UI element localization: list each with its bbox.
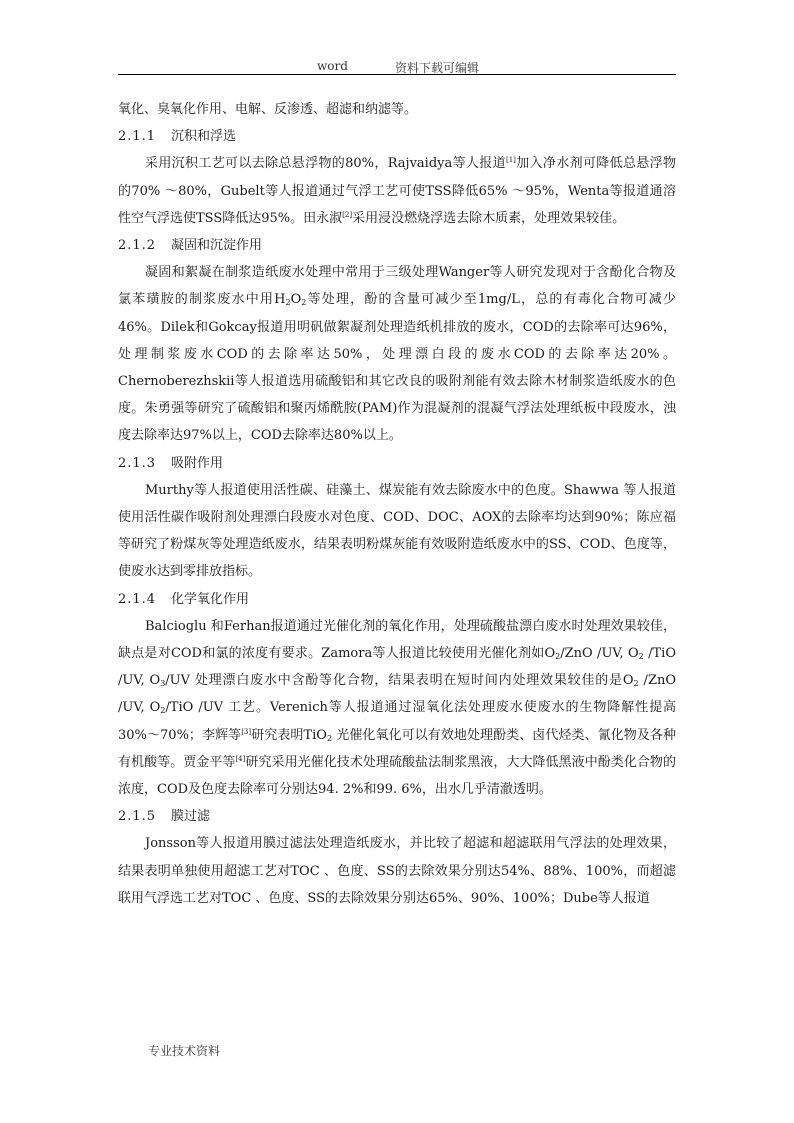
- section-heading-2-1-4: [118, 586, 676, 613]
- paragraph-sedimentation: [118, 150, 676, 232]
- paragraph-adsorption: Murthy等人报道使用活性碳、硅藻土、煤炭能有效去除废水中的色度。Shawwa 等人报道使用活性碳作吸附剂处理漂白段废水对色度、COD、DOC、AOX的去除率均达到90%；陈应福等研究了粉煤灰等处理造纸废水，结果表明粉煤灰能有效吸附造纸废水中的SS、COD、色度等，使废水达到零排放指标。: [118, 482, 676, 580]
- intro-line: 氧化、臭氧化作用、电解、反渗透、超滤和纳滤等。: [118, 102, 418, 117]
- text-run: /ZnO /UV, O: [118, 673, 677, 716]
- section-title: 膜过滤: [171, 809, 211, 825]
- text-run: /ZnO /UV, O: [560, 646, 639, 662]
- text-run: 研究表明TiO: [251, 727, 327, 743]
- citation: [2]: [342, 210, 353, 219]
- subscript: 3: [160, 679, 166, 689]
- subscript: 2: [160, 706, 166, 716]
- section-title: 凝固和沉淀作用: [171, 238, 263, 254]
- subscript: 2: [326, 733, 333, 743]
- citation: [1]: [505, 156, 516, 165]
- paragraph-membrane: Jonsson等人报道用膜过滤法处理造纸废水，并比较了超滤和超滤联用气浮法的处理效果，结果表明单独使用超滤工艺对TOC 、色度、SS的去除效果分别达54%、88%、100%，而超滤联用气浮选工艺对TOC 、色度、SS的去除效果分别达65%、90%、100%；Dube等人报道: [118, 836, 676, 906]
- section-heading-2-1-1: [118, 123, 676, 150]
- text-run: 采用沉积工艺可以去除总悬浮物的80%，Rajvaidya等人报道: [145, 156, 506, 172]
- subscript: 2: [555, 652, 561, 662]
- text-run: 凝固和絮凝在制浆造纸废水处理中常用于三级处理Wanger等人研究发现对于含酚化合物及氯苯璜胺的制浆废水中用H: [118, 265, 676, 308]
- section-number: 2.1.2: [118, 238, 157, 254]
- header-left-text: word: [317, 59, 348, 73]
- section-number: 2.1.5: [118, 809, 157, 825]
- header-divider: [118, 74, 676, 75]
- text-run: 研究采用光催化技术处理硫酸盐法制浆黑液，大大降低黑液中酚类化合物的浓度，COD及色度去除率可分别达94. 2%和99. 6%，出水几乎清澈透明。: [118, 754, 676, 798]
- section-title: 沉积和浮选: [171, 129, 237, 145]
- text-run: 加入净水剂可降低总悬浮物的70% ～80%，Gubelt等人报道通过气浮工艺可使TSS降低65% ～95%，Wenta等报道通溶性空气浮选使TSS降低达95%。田永淑: [118, 156, 676, 226]
- section-number: 2.1.1: [118, 129, 157, 145]
- section-number: 2.1.3: [118, 455, 157, 471]
- section-title: 吸附作用: [171, 455, 224, 471]
- text-run: 等处理，酚的含量可减少至1mg/L，总的有毒化合物可减少46%。Dilek和Gokcay报道用明矾做絮凝剂处理造纸机排放的废水，COD的去除率可达96%，处理制浆废水COD的去除率达50%，处理漂白段的废水COD的去除率达20%。Chernoberezhskii等人报道选用硫酸铝和其它改良的吸附剂能有效去除木材制浆造纸废水的色度。朱勇强等研究了硫酸铝和聚丙烯酰胺(PAM)作为混凝剂的混凝气浮法处理纸板中段废水，浊度去除率达97%以上，COD去除率达80%以上。: [118, 292, 676, 444]
- text-run: /UV 处理漂白废水中含酚等化合物，结果表明在短时间内处理效果较佳的是O: [165, 673, 634, 689]
- text-run: /TiO /UV 工艺。Verenich等人报道通过湿氧化法处理废水使废水的生物降解性提高30%～70%；李辉等: [118, 700, 677, 743]
- document-body: [118, 96, 676, 912]
- subscript: 2: [301, 298, 307, 308]
- text-run: 光催化氧化可以有效地处理酚类、卤代烃类、氰化物及各种有机酸等。贾金平等: [118, 727, 676, 770]
- text-run: Balcioglu 和Ferhan报道通过光催化剂的氧化作用，处理硫酸盐漂白废水时处理效果较佳，缺点是对COD和氯的浓度有要求。Zamora等人报道比较使用光催化剂如O: [118, 618, 676, 662]
- header-right-text: 资料下载可编辑: [395, 61, 480, 75]
- section-title: 化学氧化作用: [171, 591, 250, 607]
- section-heading-2-1-5: [118, 803, 676, 830]
- section-number: 2.1.4: [118, 591, 157, 607]
- text-run: O: [290, 292, 302, 308]
- citation: [3]: [241, 727, 252, 736]
- subscript: 2: [285, 298, 291, 308]
- subscript: 2: [638, 652, 644, 662]
- paragraph-oxidation: [118, 613, 676, 803]
- page-footer: 专业技术资料: [148, 1044, 221, 1058]
- subscript: 2: [633, 679, 639, 689]
- paragraph-coagulation: [118, 259, 676, 449]
- section-heading-2-1-3: [118, 450, 676, 477]
- text-run: 采用浸没燃烧浮选去除木质素，处理效果较佳。: [352, 210, 626, 226]
- page-header: [118, 57, 676, 75]
- section-heading-2-1-2: [118, 232, 676, 259]
- citation: [4]: [235, 754, 246, 763]
- text-run: /TiO /UV, O: [118, 646, 676, 689]
